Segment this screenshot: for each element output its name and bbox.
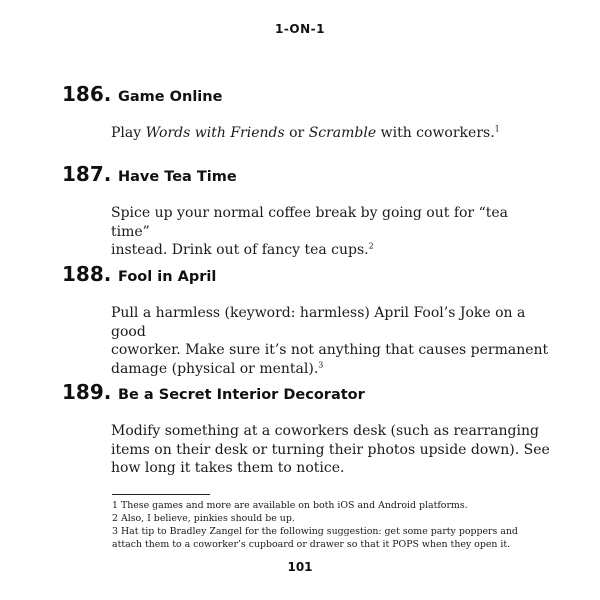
entry-title: Fool in April	[118, 269, 217, 285]
footnote-ref: 3	[318, 359, 324, 369]
entry-187	[62, 162, 562, 260]
entry-heading	[62, 262, 562, 286]
body-line: damage (physical or mental).	[111, 360, 319, 377]
running-head: 1-ON-1	[275, 22, 325, 36]
footnote-line: 1 These games and more are available on both iOS and Android platforms.	[112, 500, 468, 511]
entry-189	[62, 380, 562, 478]
body-line: Pull a harmless (keyword: harmless) April Fool’s Joke on a good	[111, 305, 526, 340]
body-line: instead. Drink out of fancy tea cups.	[111, 242, 369, 258]
entry-number: 186.	[62, 82, 112, 106]
footnote-ref: 2	[368, 241, 374, 251]
body-text: Play	[111, 125, 146, 141]
body-line: Modify something at a coworkers desk (such as rearranging	[111, 423, 539, 439]
entry-body	[111, 204, 551, 260]
body-line: how long it takes them to notice.	[111, 460, 345, 476]
body-text: or	[284, 125, 309, 141]
body-text: with coworkers.	[376, 125, 495, 141]
footnote-divider	[112, 494, 210, 495]
body-italic-title: Scramble	[308, 125, 377, 141]
entry-186	[62, 82, 562, 143]
entry-body	[111, 124, 551, 143]
footnote-line: 2 Also, I believe, pinkies should be up.	[112, 513, 295, 524]
footnotes	[112, 499, 562, 551]
entry-title: Have Tea Time	[118, 169, 237, 185]
entry-heading	[62, 82, 562, 106]
entry-188	[62, 262, 562, 378]
entry-body	[111, 304, 551, 378]
body-line: items on their desk or turning their photos upside down). See	[111, 441, 550, 458]
footnote-line: 3 Hat tip to Bradley Zangel for the following suggestion: get some party poppers and	[112, 526, 518, 537]
body-line: coworker. Make sure it’s not anything that causes permanent	[111, 342, 549, 358]
body-italic-title: Words with Friends	[145, 125, 285, 141]
page-number: 101	[287, 560, 313, 574]
footnote-ref: 1	[494, 124, 500, 134]
entry-number: 187.	[62, 162, 112, 186]
body-line: Spice up your normal coffee break by going out for “tea time”	[111, 205, 508, 240]
entry-number: 189.	[62, 380, 112, 404]
entry-title: Be a Secret Interior Decorator	[118, 387, 365, 403]
entry-number: 188.	[62, 262, 112, 286]
entry-heading	[62, 162, 562, 186]
entry-title: Game Online	[118, 89, 223, 105]
footnote-line: attach them to a coworker’s cupboard or drawer so that it POPS when they open it.	[112, 539, 511, 550]
entry-heading	[62, 380, 562, 404]
entry-body	[111, 422, 551, 478]
